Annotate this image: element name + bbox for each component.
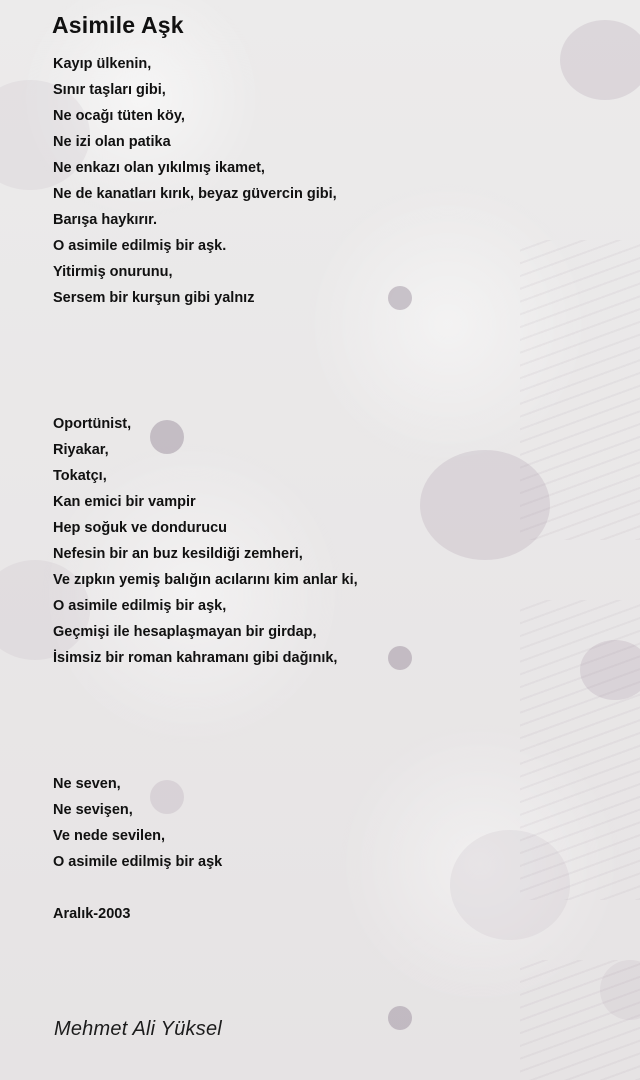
- stanza-1: [53, 51, 337, 311]
- poem-line: İsimsiz bir roman kahramanı gibi dağınık,: [53, 650, 338, 666]
- poem-line: Tokatçı,: [53, 468, 107, 484]
- poem-line: O asimile edilmiş bir aşk,: [53, 598, 227, 614]
- poem-line: Kan emici bir vampir: [53, 494, 196, 510]
- poem-line: Oportünist,: [53, 416, 132, 432]
- poem-line: Ne seven,: [53, 776, 121, 792]
- poem-line: Sersem bir kurşun gibi yalnız: [53, 290, 255, 306]
- stanza-3: [53, 771, 222, 875]
- poem-line: Ve nede sevilen,: [53, 828, 166, 844]
- poem-line: Ne izi olan patika: [53, 134, 171, 150]
- poem-line: Nefesin bir an buz kesildiği zemheri,: [53, 546, 303, 562]
- poem-line: Barışa haykırır.: [53, 212, 157, 228]
- poem-line: Hep soğuk ve dondurucu: [53, 520, 228, 536]
- poem-line: Ne enkazı olan yıkılmış ikamet,: [53, 160, 265, 176]
- poem-line: Geçmişi ile hesaplaşmayan bir girdap,: [53, 624, 317, 640]
- poem-line: O asimile edilmiş bir aşk.: [53, 238, 227, 254]
- poem-line: Yitirmiş onurunu,: [53, 264, 173, 280]
- poem-line: O asimile edilmiş bir aşk: [53, 854, 223, 870]
- poem-line: Ve zıpkın yemiş balığın acılarını kim anlar ki,: [53, 572, 358, 588]
- poem-line: Ne ocağı tüten köy,: [53, 108, 185, 124]
- poem-line: Ne sevişen,: [53, 802, 133, 818]
- poem-line: Kayıp ülkenin,: [53, 56, 152, 72]
- poem-title: Asimile Aşk: [52, 12, 184, 38]
- stanza-2: [53, 411, 358, 671]
- poem-line: Sınır taşları gibi,: [53, 82, 166, 98]
- poem-date: Aralık-2003: [53, 906, 131, 922]
- poem-line: Riyakar,: [53, 442, 109, 458]
- poem-author: Mehmet Ali Yüksel: [54, 1018, 222, 1040]
- poem-line: Ne de kanatları kırık, beyaz güvercin gibi,: [53, 186, 337, 202]
